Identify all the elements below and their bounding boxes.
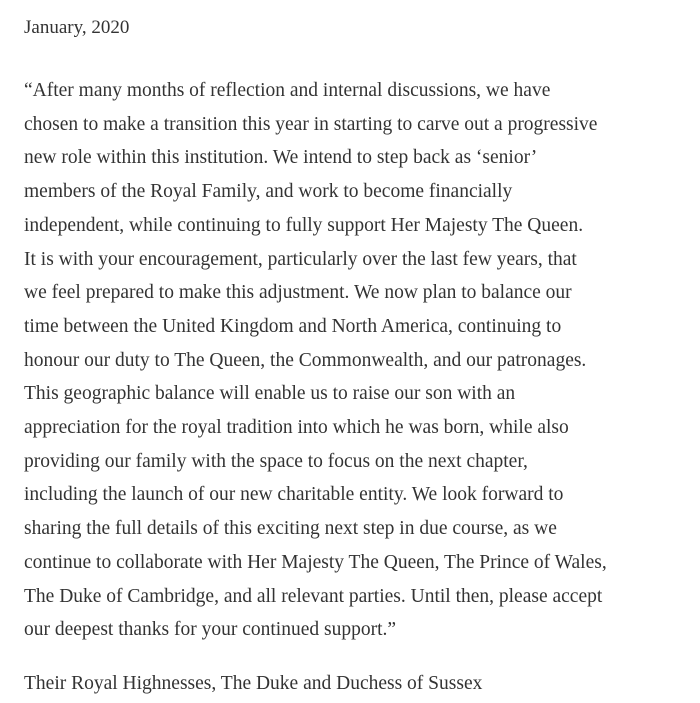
statement-line: The Duke of Cambridge, and all relevant parties. Until then, please accept <box>24 585 603 607</box>
statement-line: we feel prepared to make this adjustment. We now plan to balance our <box>24 282 572 304</box>
statement-line: independent, while continuing to fully support Her Majesty The Queen. <box>24 214 584 236</box>
statement-line: continue to collaborate with Her Majesty The Queen, The Prince of Wales, <box>24 551 607 573</box>
statement-line: including the launch of our new charitable entity. We look forward to <box>24 484 564 506</box>
statement-body <box>24 74 692 647</box>
statement-line: new role within this institution. We intend to step back as ‘senior’ <box>24 147 538 169</box>
statement-line: This geographic balance will enable us to raise our son with an <box>24 383 516 405</box>
statement-line: sharing the full details of this exciting next step in due course, as we <box>24 518 557 540</box>
statement-line: honour our duty to The Queen, the Commonwealth, and our patronages. <box>24 349 587 371</box>
statement-line: members of the Royal Family, and work to become financially <box>24 181 513 203</box>
statement-line: providing our family with the space to focus on the next chapter, <box>24 450 528 472</box>
statement-line: It is with your encouragement, particularly over the last few years, that <box>24 248 577 270</box>
statement-line: appreciation for the royal tradition into which he was born, while also <box>24 417 569 439</box>
statement-line: “After many months of reflection and internal discussions, we have <box>24 80 551 101</box>
statement-line: time between the United Kingdom and North America, continuing to <box>24 315 562 337</box>
signature: Their Royal Highnesses, The Duke and Duchess of Sussex <box>24 673 483 694</box>
statement-line: chosen to make a transition this year in starting to carve out a progressive <box>24 113 598 135</box>
statement-line: our deepest thanks for your continued support.” <box>24 619 397 641</box>
statement-date: January, 2020 <box>24 17 130 38</box>
